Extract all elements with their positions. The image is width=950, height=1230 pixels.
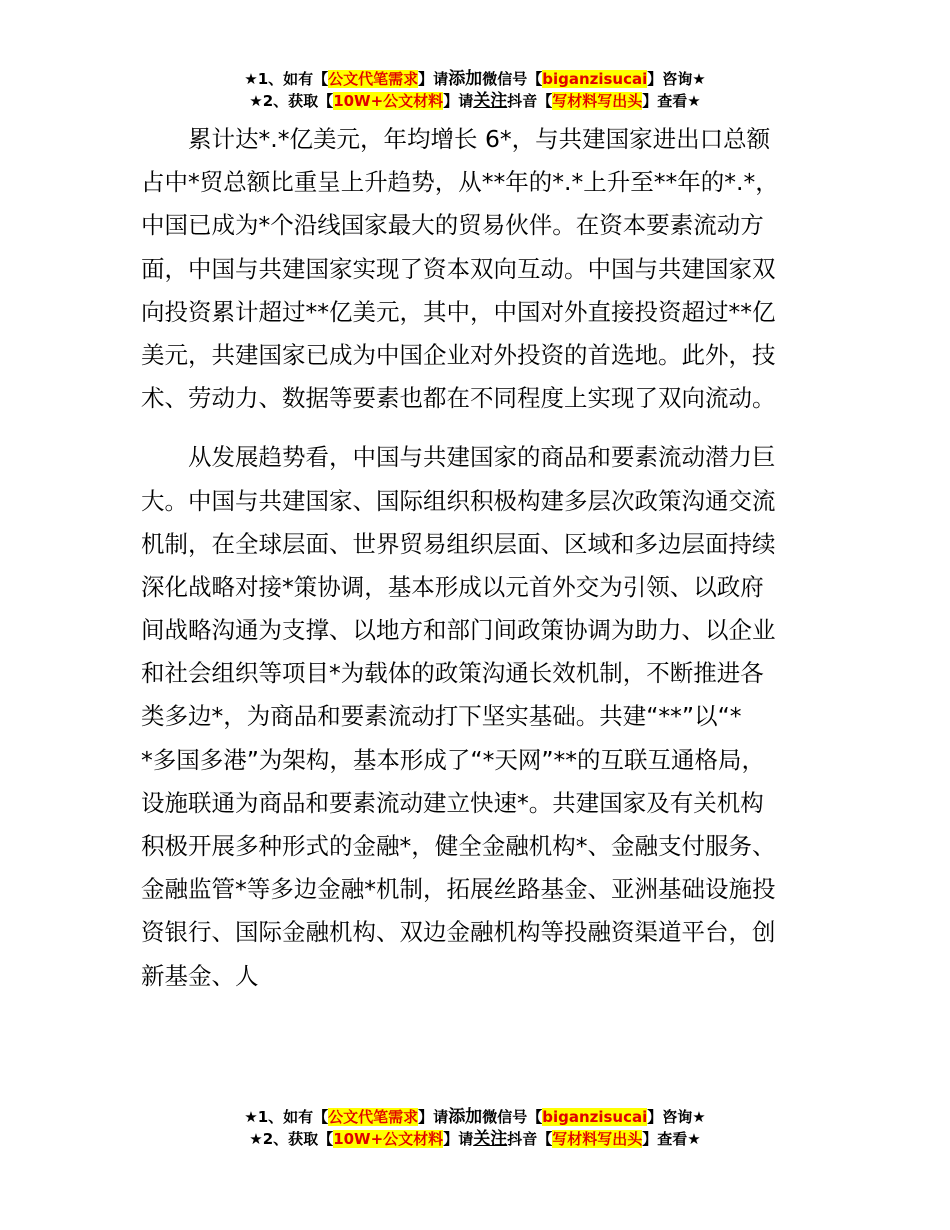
banner-line-2: ★2、获取【10W+公文材料】请关注抖音【写材料写出头】查看★ (249, 91, 701, 111)
banner-line-2: ★2、获取【10W+公文材料】请关注抖音【写材料写出头】查看★ (249, 1129, 701, 1149)
text-line: 美元，共建国家已成为中国企业对外投资的首选地。此外，技 (141, 340, 776, 369)
paragraph-gap (141, 420, 836, 436)
paragraph-1 (141, 118, 836, 420)
text-line: 向投资累计超过**亿美元，其中，中国对外直接投资超过**亿 (141, 297, 776, 326)
text-line: 和社会组织等项目*为载体的政策沟通长效机制，不断推进各 (141, 659, 764, 688)
banner-line-1: ★1、如有【公文代笔需求】请添加微信号【biganzisucai】咨询★ (244, 1107, 706, 1127)
footer-banner (0, 1106, 950, 1150)
text-line: 面，中国与共建国家实现了资本双向互动。中国与共建国家双 (141, 254, 776, 283)
text-line: 术、劳动力、数据等要素也都在不同程度上实现了双向流动。 (141, 384, 776, 413)
highlight-materials: 10W+公文材料 (333, 92, 444, 110)
text-line: 新基金、人 (141, 961, 259, 990)
highlight-service: 公文代笔需求 (328, 1108, 419, 1126)
text-line: 间战略沟通为支撑、以地方和部门间政策协调为助力、以企业 (141, 616, 776, 645)
text-line: 中国已成为*个沿线国家最大的贸易伙伴。在资本要素流动方 (141, 211, 764, 240)
text-line: 金融监管*等多边金融*机制，拓展丝路基金、亚洲基础设施投 (141, 875, 776, 904)
highlight-materials: 10W+公文材料 (333, 1130, 444, 1148)
highlight-wechat-id: biganzisucai (542, 1108, 648, 1126)
text-line: 设施联通为商品和要素流动建立快速*。共建国家及有关机构 (141, 788, 764, 817)
paragraph-2 (141, 436, 836, 997)
document-body (141, 118, 836, 998)
highlight-wechat-id: biganzisucai (542, 70, 648, 88)
text-line: 占中*贸总额比重呈上升趋势，从**年的*.*上升至**年的*.*， (141, 168, 779, 197)
text-line: 积极开展多种形式的金融*，健全金融机构*、金融支付服务、 (141, 832, 776, 860)
text-line: 累计达*.*亿美元，年均增长 6*，与共建国家进出口总额 (188, 125, 771, 153)
text-line: 从发展趋势看，中国与共建国家的商品和要素流动潜力巨 (188, 443, 776, 472)
text-line: 机制，在全球层面、世界贸易组织层面、区域和多边层面持续 (141, 529, 776, 558)
banner-line-1: ★1、如有【公文代笔需求】请添加微信号【biganzisucai】咨询★ (244, 69, 706, 89)
text-line: 资银行、国际金融机构、双边金融机构等投融资渠道平台，创 (141, 918, 776, 947)
text-line: 类多边*，为商品和要素流动打下坚实基础。共建“**”以“* (141, 702, 742, 731)
header-banner (0, 68, 950, 112)
text-line: 大。中国与共建国家、国际组织积极构建多层次政策沟通交流 (141, 486, 776, 515)
highlight-douyin: 写材料写出头 (552, 92, 643, 110)
highlight-service: 公文代笔需求 (328, 70, 419, 88)
highlight-douyin: 写材料写出头 (552, 1130, 643, 1148)
text-line: 深化战略对接*策协调，基本形成以元首外交为引领、以政府 (141, 572, 764, 601)
text-line: *多国多港”为架构，基本形成了“*天网”**的互联互通格局， (141, 745, 766, 774)
